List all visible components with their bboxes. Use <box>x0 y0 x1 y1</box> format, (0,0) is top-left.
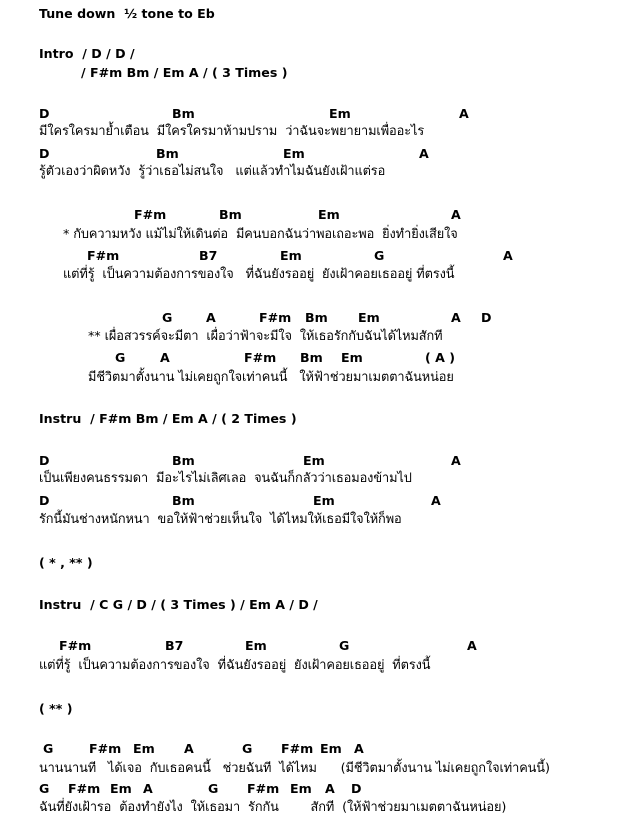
chord: Bm <box>300 350 323 365</box>
chord: Em <box>283 146 305 161</box>
chord: F#m <box>244 350 277 365</box>
chord: B7 <box>199 248 218 263</box>
chord: F#m <box>59 638 92 653</box>
chord: D <box>39 106 50 121</box>
chord: Em <box>313 493 335 508</box>
chord: Em <box>303 453 325 468</box>
instrumental-1: Instru / F#m Bm / Em A / ( 2 Times ) <box>39 411 297 426</box>
intro-line-1: Intro / D / D / <box>39 46 135 61</box>
chord: A <box>143 781 153 796</box>
chord: Em <box>341 350 363 365</box>
chord: A <box>431 493 441 508</box>
chord: F#m <box>259 310 292 325</box>
repeat-marker-1: ( * , ** ) <box>39 555 93 570</box>
chord: Bm <box>172 453 195 468</box>
chord: Bm <box>156 146 179 161</box>
chord: Em <box>320 741 342 756</box>
chord: Em <box>318 207 340 222</box>
chord: D <box>39 493 50 508</box>
chord: G <box>115 350 126 365</box>
chord: G <box>162 310 173 325</box>
chord: Em <box>133 741 155 756</box>
lyric-line: นานนานที ได้เจอ กับเธอคนนี้ ช่วยฉันที ได้ไหม (มีชีวิตมาตั้งนาน ไม่เคยถูกใจเท่าคนนี้) <box>39 761 550 776</box>
chord: D <box>39 453 50 468</box>
lyric-line: แต่ที่รู้ เป็นความต้องการของใจ ที่ฉันยังรออยู่ ยังเฝ้าคอยเธออยู่ ที่ตรงนี้ <box>39 658 431 673</box>
chord: Bm <box>219 207 242 222</box>
chord: G <box>208 781 219 796</box>
lyric-line: เป็นเพียงคนธรรมดา มีอะไรไม่เลิศเลอ จนฉันก็กลัวว่าเธอมองข้ามไป <box>39 471 412 486</box>
chord: Bm <box>172 493 195 508</box>
lyric-line: มีชีวิตมาตั้งนาน ไม่เคยถูกใจเท่าคนนี้ ให้ฟ้าช่วยมาเมตตาฉันหน่อย <box>88 370 454 385</box>
chord: Em <box>245 638 267 653</box>
intro-line-2: / F#m Bm / Em A / ( 3 Times ) <box>81 65 288 80</box>
chord: A <box>467 638 477 653</box>
chord: A <box>419 146 429 161</box>
lyric-line: มีใครใครมาย้ำเตือน มีใครใครมาห้ามปราม ว่าฉันจะพยายามเพื่ออะไร <box>39 124 425 139</box>
chord: A <box>325 781 335 796</box>
lyric-line: รักนี้มันช่างหนักหนา ขอให้ฟ้าช่วยเห็นใจ ได้ไหมให้เธอมีใจให้ก็พอ <box>39 512 402 527</box>
repeat-marker-2: ( ** ) <box>39 701 73 716</box>
chord: F#m <box>87 248 120 263</box>
chord: G <box>242 741 253 756</box>
chord: F#m <box>247 781 280 796</box>
chord: D <box>481 310 492 325</box>
lyric-line: ฉันที่ยังเฝ้ารอ ต้องทำยังไง ให้เธอมา รักกัน สักที (ให้ฟ้าช่วยมาเมตตาฉันหน่อย) <box>39 800 507 815</box>
chord: G <box>374 248 385 263</box>
chord: A <box>451 207 461 222</box>
chord: A <box>206 310 216 325</box>
chord: Em <box>358 310 380 325</box>
chord: A <box>503 248 513 263</box>
chord: Em <box>280 248 302 263</box>
lyric-line: รู้ตัวเองว่าผิดหวัง รู้ว่าเธอไม่สนใจ แต่แล้วทำไมฉันยังเฝ้าแต่รอ <box>39 164 386 179</box>
chord: F#m <box>68 781 101 796</box>
chord: Bm <box>172 106 195 121</box>
chord: A <box>459 106 469 121</box>
lyric-line: แต่ที่รู้ เป็นความต้องการของใจ ที่ฉันยังรออยู่ ยังเฝ้าคอยเธออยู่ ที่ตรงนี้ <box>63 267 455 282</box>
chord: ( A ) <box>425 350 456 365</box>
chord: Em <box>110 781 132 796</box>
chord: B7 <box>165 638 184 653</box>
chord: G <box>43 741 54 756</box>
chord: F#m <box>89 741 122 756</box>
chord: A <box>451 453 461 468</box>
chord: D <box>39 146 50 161</box>
lyric-line: * กับความหวัง แม้ไม่ให้เดินต่อ มีคนบอกฉันว่าพอเถอะพอ ยิ่งทำยิ่งเสียใจ <box>63 227 458 242</box>
chord: A <box>451 310 461 325</box>
chord: A <box>160 350 170 365</box>
instrumental-2: Instru / C G / D / ( 3 Times ) / Em A / D / <box>39 597 318 612</box>
chord: G <box>39 781 50 796</box>
chord: F#m <box>134 207 167 222</box>
chord: A <box>184 741 194 756</box>
chord: Em <box>329 106 351 121</box>
chord: Bm <box>305 310 328 325</box>
chord: F#m <box>281 741 314 756</box>
chord: D <box>351 781 362 796</box>
chord: A <box>354 741 364 756</box>
chord: G <box>339 638 350 653</box>
tuning-note: Tune down ½ tone to Eb <box>39 6 215 21</box>
chord: Em <box>290 781 312 796</box>
lyric-line: ** เผื่อสวรรค์จะมีตา เผื่อว่าฟ้าจะมีใจ ให้เธอรักกับฉันได้ไหมสักที <box>88 329 443 344</box>
